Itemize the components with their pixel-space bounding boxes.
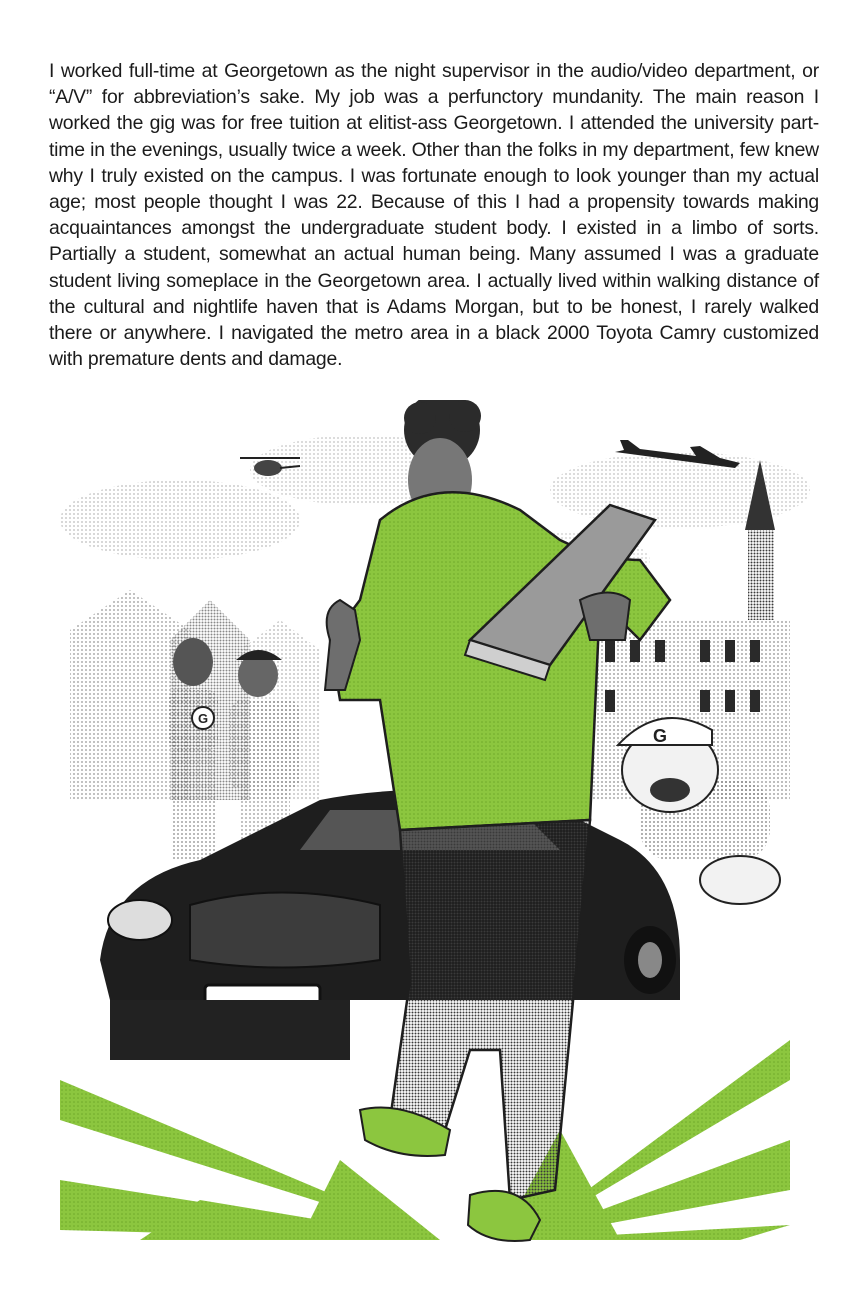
bulldog-cap-letter: G (652, 726, 668, 746)
student-shirt-letter: G (197, 711, 209, 726)
narration-text: I worked full-time at Georgetown as the night supervisor in the audio/video department, or “A/V” for abbreviation’s sake. My job was a perfunctory mundanity. The main reason I worked the gig was for free tuition at elitist-ass Georgetown. I attended the university part-time in the evenings, usually twice a week. Other than the folks in my department, few knew why I truly existed on the campus. I was fortunate enough to look younger than my actual age; most people thought I was 22. Because of this I had a propensity towards making acquaintances amongst the undergraduate student body. I existed in a limbo of sorts. Partially a student, somewhat an actual human being. Many assumed I was a graduate student living someplace in the Georgetown area. I actually lived within walking distance of the cultural and nightlife haven that is Adams Morgan, but to be honest, I rarely walked there or anywhere. I navigated the metro area in a black 2000 Toyota Camry customized with premature dents and damage. (49, 60, 819, 371)
illustration (0, 400, 862, 1299)
